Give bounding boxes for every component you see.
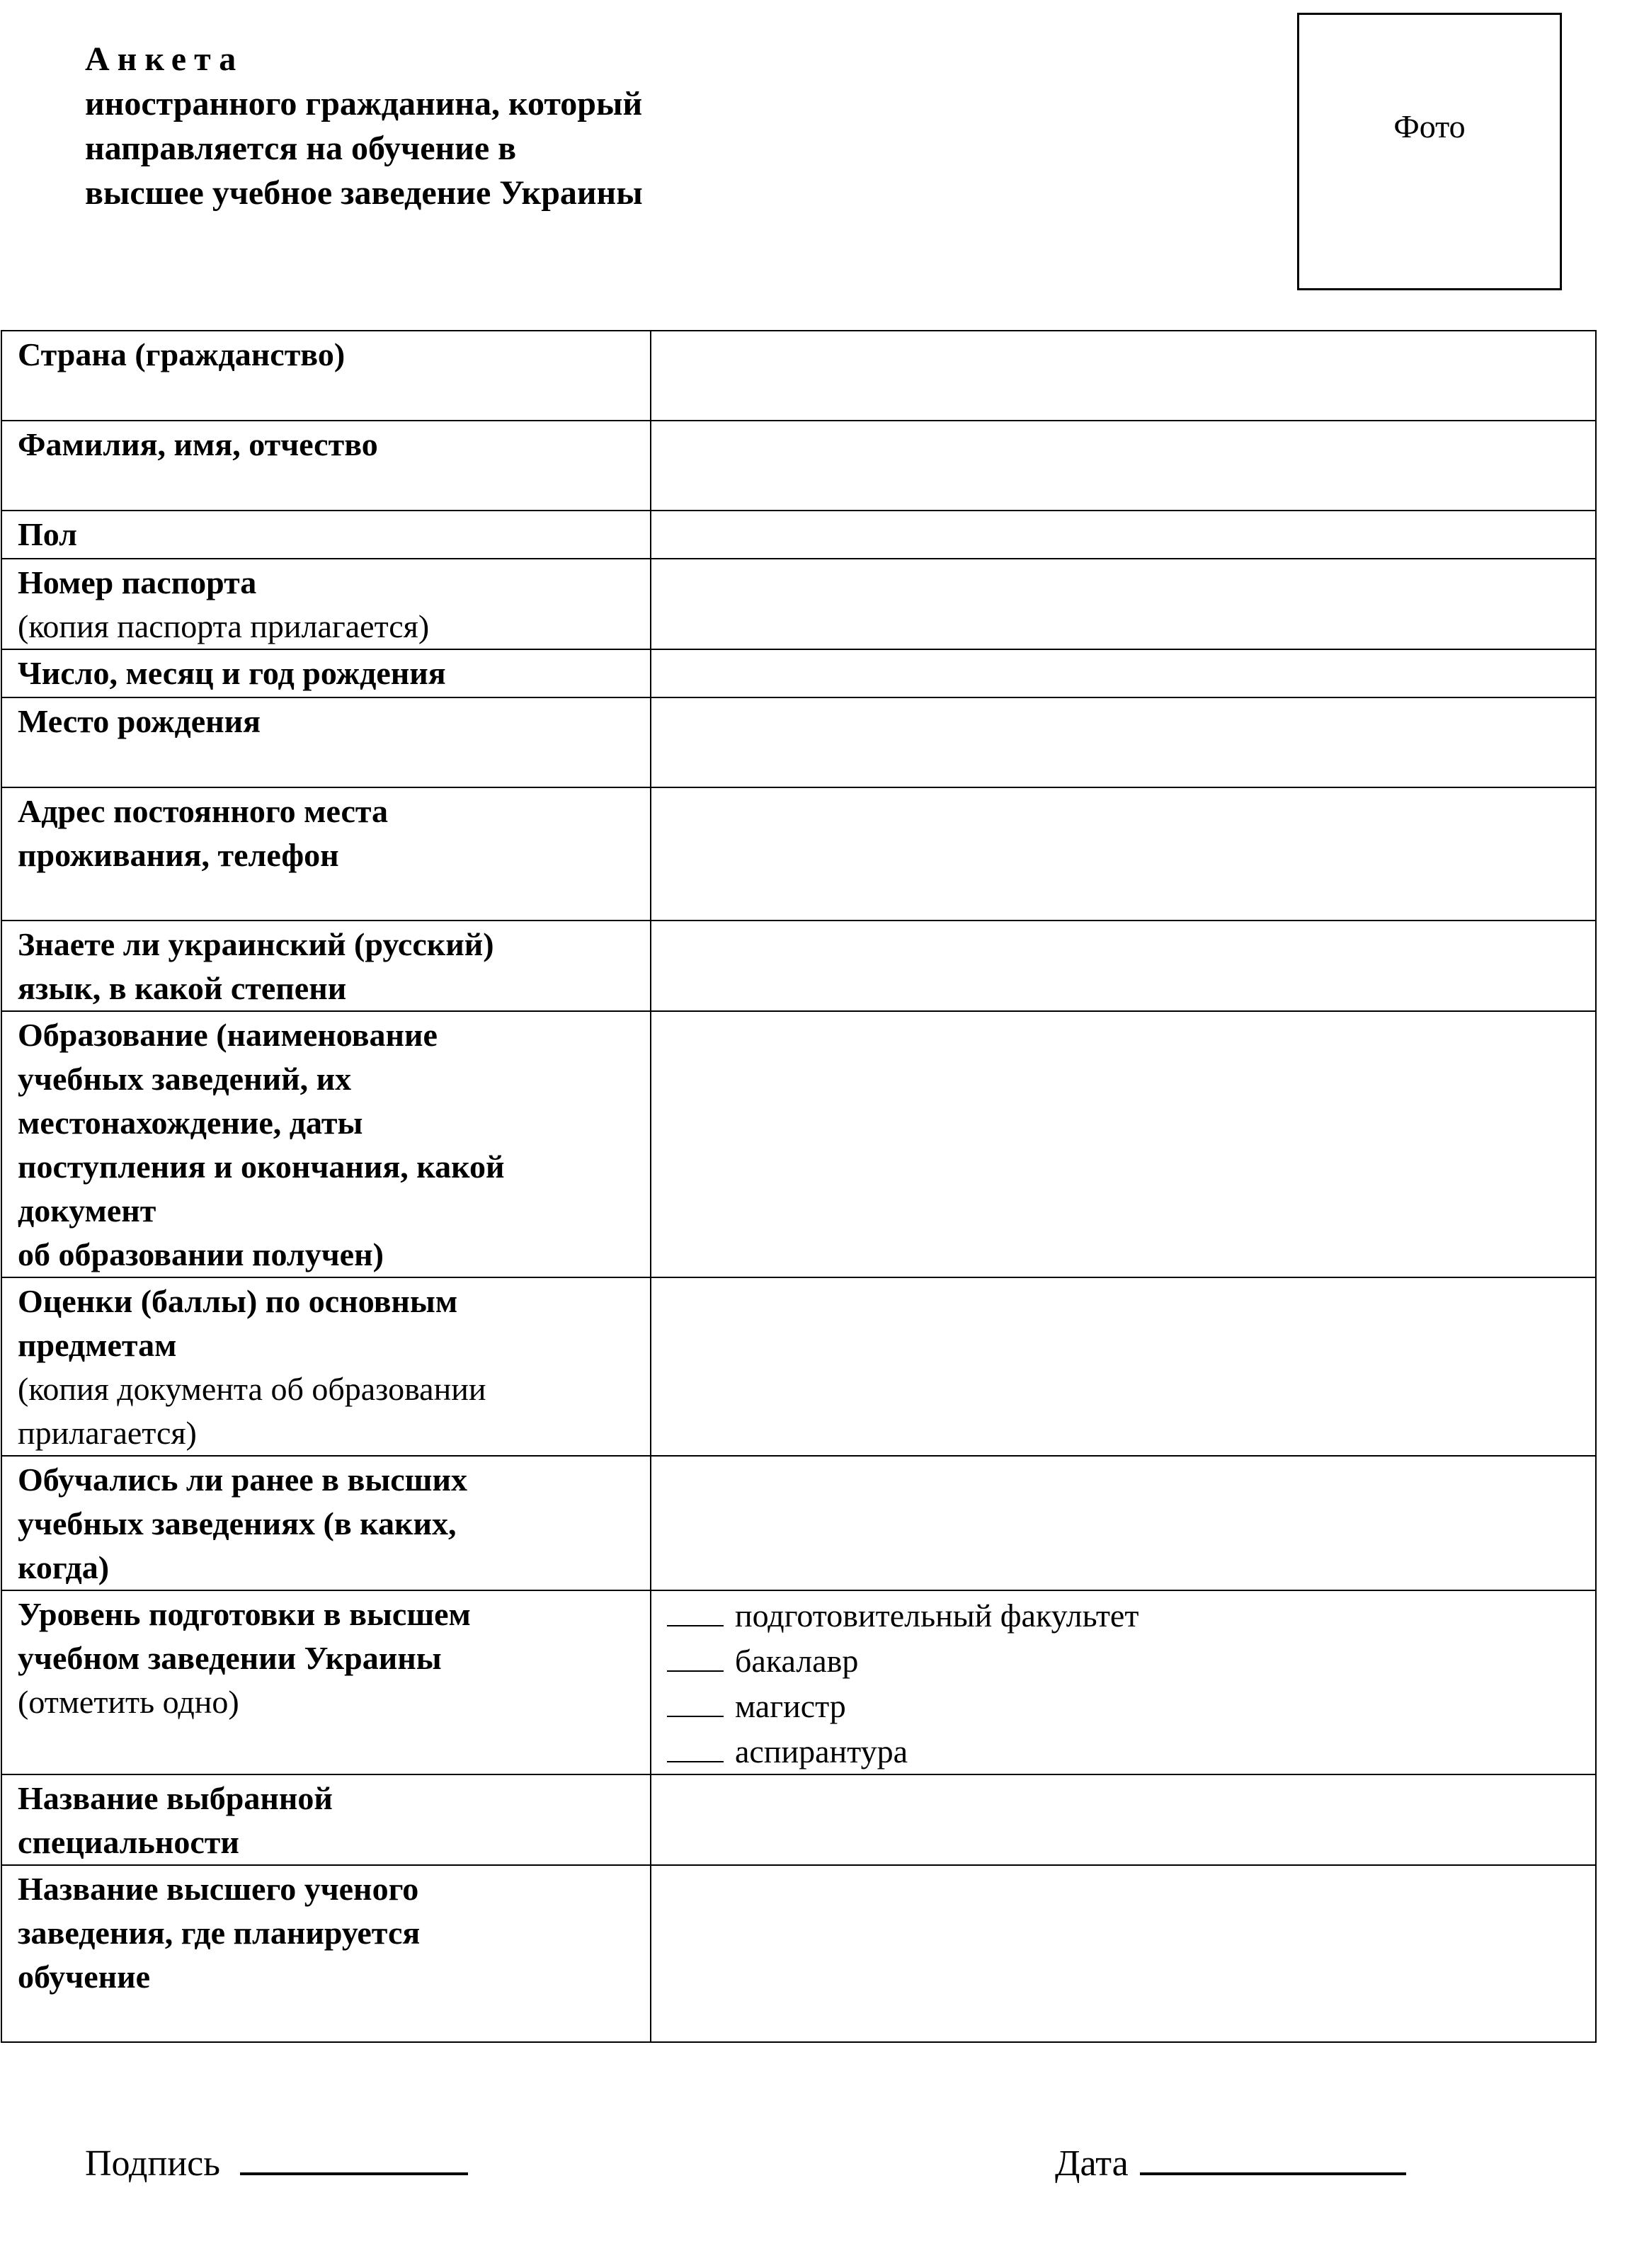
study-level-options [651, 1590, 1596, 1774]
option-blank[interactable] [667, 1638, 724, 1672]
form-title: Анкета [85, 40, 244, 78]
form-subtitle-line-2: направляется на обучение в [85, 130, 517, 167]
option-blank[interactable] [667, 1728, 724, 1762]
table-row [1, 1456, 1596, 1590]
row-label-birth-date: Число, месяц и год рождения [1, 649, 651, 697]
table-row [1, 511, 1596, 559]
field-birth-date[interactable] [651, 649, 1596, 697]
table-row [1, 1590, 1596, 1774]
row-label-prior-study: Обучались ли ранее в высших учебных заведениях (в каких, когда) [1, 1456, 651, 1590]
table-row [1, 331, 1596, 421]
option-preparatory[interactable]: подготовительный факультет [667, 1592, 1581, 1638]
row-label-study-level: Уровень подготовки в высшем учебном заведении Украины (отметить одно) [1, 1590, 651, 1774]
row-label-passport: Номер паспорта (копия паспорта прилагается) [1, 559, 651, 649]
signature-line[interactable] [240, 2137, 468, 2175]
field-passport[interactable] [651, 559, 1596, 649]
row-label-gender: Пол [1, 511, 651, 559]
option-master[interactable]: магистр [667, 1683, 1581, 1728]
row-label-country: Страна (гражданство) [1, 331, 651, 421]
option-blank[interactable] [667, 1683, 724, 1717]
option-blank[interactable] [667, 1592, 724, 1626]
photo-label: Фото [1393, 108, 1466, 144]
row-label-full-name: Фамилия, имя, отчество [1, 421, 651, 511]
row-label-university: Название высшего ученого заведения, где планируется обучение [1, 1865, 651, 2042]
table-row [1, 649, 1596, 697]
signature-block [85, 2137, 468, 2185]
field-full-name[interactable] [651, 421, 1596, 511]
table-row [1, 787, 1596, 921]
field-birth-place[interactable] [651, 697, 1596, 787]
date-label: Дата [1055, 2143, 1129, 2184]
table-row [1, 559, 1596, 649]
row-label-language: Знаете ли украинский (русский) язык, в какой степени [1, 921, 651, 1011]
field-country[interactable] [651, 331, 1596, 421]
field-education[interactable] [651, 1011, 1596, 1277]
table-row [1, 1277, 1596, 1456]
table-row [1, 1865, 1596, 2042]
row-label-grades: Оценки (баллы) по основным предметам (копия документа об образовании прилагается) [1, 1277, 651, 1456]
field-language[interactable] [651, 921, 1596, 1011]
field-university[interactable] [651, 1865, 1596, 2042]
table-row [1, 1774, 1596, 1865]
row-label-address: Адрес постоянного места проживания, телефон [1, 787, 651, 921]
row-label-birth-place: Место рождения [1, 697, 651, 787]
field-prior-study[interactable] [651, 1456, 1596, 1590]
table-row [1, 921, 1596, 1011]
field-gender[interactable] [651, 511, 1596, 559]
field-specialty[interactable] [651, 1774, 1596, 1865]
table-row [1, 421, 1596, 511]
row-label-education: Образование (наименование учебных заведений, их местонахождение, даты поступления и окончания, какой документ об образовании получен) [1, 1011, 651, 1277]
form-subtitle-line-1: иностранного гражданина, который [85, 85, 643, 122]
field-grades[interactable] [651, 1277, 1596, 1456]
row-label-specialty: Название выбранной специальности [1, 1774, 651, 1865]
photo-box[interactable] [1297, 13, 1562, 290]
questionnaire-table [1, 330, 1597, 2043]
signature-label: Подпись [85, 2143, 220, 2184]
field-address[interactable] [651, 787, 1596, 921]
table-row [1, 697, 1596, 787]
option-bachelor[interactable]: бакалавр [667, 1638, 1581, 1683]
table-row [1, 1011, 1596, 1277]
date-line[interactable] [1140, 2137, 1406, 2175]
option-postgraduate[interactable]: аспирантура [667, 1728, 1581, 1774]
form-header [85, 37, 1147, 215]
form-subtitle-line-3: высшее учебное заведение Украины [85, 174, 643, 212]
date-block [1055, 2137, 1406, 2185]
